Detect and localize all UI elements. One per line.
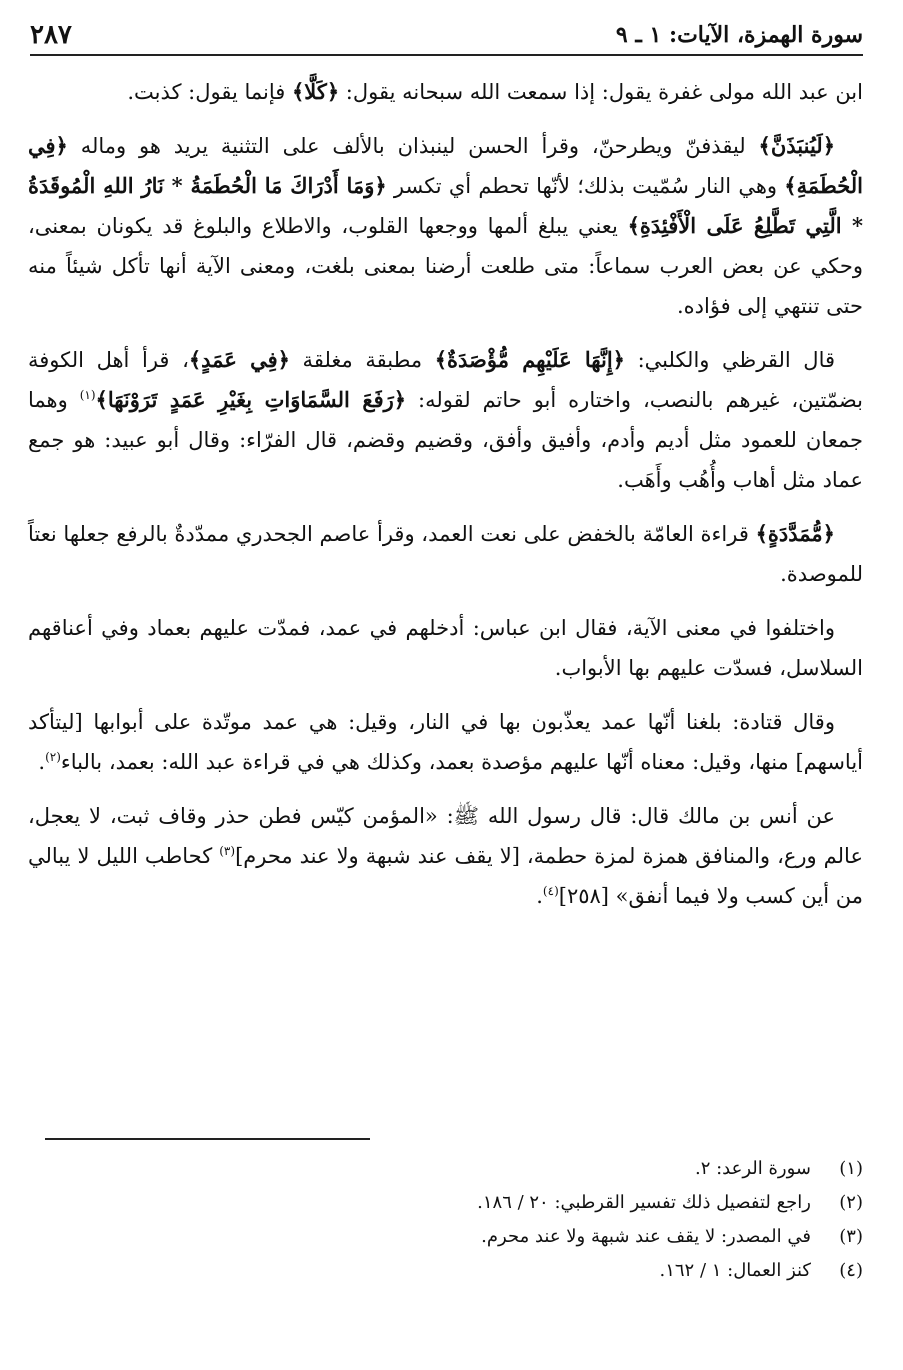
footnote-text: راجع لتفصيل ذلك تفسير القرطبي: ٢٠ / ١٨٦. [477,1192,811,1213]
footnote-text: سورة الرعد: ٢. [694,1158,811,1179]
text-segment: . [38,750,46,774]
footnote-number: (١) [839,1158,863,1179]
quran-quote: ﴿فِي الْحُطَمَةِ﴾ [28,133,863,198]
text-segment: . [536,884,543,908]
footnotes [40,1152,863,1288]
footnote-number: (٢) [839,1192,863,1213]
text-segment: فإنما يقول: كذبت. [127,80,292,104]
footnote-separator [45,1138,370,1140]
footnote [40,1186,863,1220]
footnote [40,1254,863,1288]
main-text [28,72,863,930]
footnote [40,1152,863,1186]
quran-quote: ﴿إِنَّهَا عَلَيْهِم مُّؤْصَدَةٌ﴾ [434,347,625,372]
paragraph [28,796,863,916]
footnote-text: كنز العمال: ١ / ١٦٢. [659,1260,811,1281]
text-segment: يعني يبلغ ألمها ووجعها القلوب، والاطلاع والبلوغ قد يكونان بمعنى، وحكي عن بعض العرب سماعاً: متى طلعت أرضنا بمعنى بلغت، ومعنى الآية أنها تأكل شيئاً منه حتى تنتهي إلى فؤاده. [28,214,863,318]
paragraph [28,126,863,326]
quran-quote: ﴿كَلَّا﴾ [291,79,340,104]
quran-quote: ﴿لَيُنبَذَنَّ﴾ [758,133,835,158]
footnote-ref: (٣) [219,844,236,858]
page-header [30,14,863,56]
quran-quote: ﴿وَمَا أَدْرَاكَ مَا الْحُطَمَةُ * نَارُ اللهِ الْمُوقَدَةُ * الَّتِي تَطَّلِعُ عَلَى الْأَفْئِدَةِ﴾ [28,173,863,238]
text-segment: وهي النار سُمّيت بذلك؛ لأنّها تحطم أي تكسر [386,174,785,198]
text-segment: ، قرأ أهل الكوفة بضمّتين، غيرهم بالنصب، واختاره أبو حاتم لقوله: [28,348,863,412]
paragraph [28,702,863,782]
text-segment: قال القرظي والكلبي: [624,348,836,372]
footnote-ref: (١) [79,388,96,402]
footnote [40,1220,863,1254]
text-segment: قراءة العامّة بالخفض على نعت العمد، وقرأ عاصم الجحدري ممدّدةٌ بالرفع جعلها نعتاً للموصدة. [28,522,863,586]
text-segment: وقال قتادة: بلغنا أنّها عمد يعذّبون بها في النار، وقيل: هي عمد موتّدة على أبوابها [ليتأكد أياسهم] منها، وقيل: معناه أنّها عليهم مؤصدة بعمد، وكذلك هي في قراءة عبد الله: بعمد، بالباء [28,710,863,774]
paragraph [28,608,863,688]
text-segment: ليقذفنّ ويطرحنّ، وقرأ الحسن لينبذان بالألف على التثنية يريد هو وماله [67,134,759,158]
page-number: ٢٨٧ [30,20,72,50]
text-segment: كحاطب الليل لا يبالي من أين كسب ولا فيما أنفق» [٢٥٨] [28,844,863,908]
quran-quote: ﴿مُّمَدَّدَةٍ﴾ [755,521,835,546]
footnote-ref: (٤) [542,884,559,898]
text-segment: عن أنس بن مالك قال: قال رسول الله ﷺ: «المؤمن كيّس فطن حذر وقاف ثبت، لا يعجل، عالم ورع، والمنافق همزة لمزة حطمة، [لا يقف عند شبهة ولا عند محرم] [28,804,863,868]
quran-quote: ﴿فِي عَمَدٍ﴾ [188,347,290,372]
paragraph [28,340,863,500]
text-segment: واختلفوا في معنى الآية، فقال ابن عباس: أدخلهم في عمد، فمدّت عليهم بعماد وفي أعناقهم السلاسل، فسدّت عليهم بها الأبواب. [28,616,863,680]
paragraph [28,514,863,594]
text-segment: وهما جمعان للعمود مثل أديم وأدم، وأفيق وأفق، وقضيم وقضم، قال الفرّاء: وقال أبو عبيد: هو جمع عماد مثل أهاب وأُهُب وأَهَب. [28,388,863,492]
running-title: سورة الهمزة، الآيات: ١ ـ ٩ [615,22,863,48]
footnote-number: (٤) [839,1260,863,1281]
quran-quote: ﴿رَفَعَ السَّمَاوَاتِ بِغَيْرِ عَمَدٍ تَرَوْنَهَا﴾ [95,387,407,412]
text-segment: ابن عبد الله مولى غفرة يقول: إذا سمعت الله سبحانه يقول: [339,80,863,104]
paragraph [28,72,863,112]
footnote-text: في المصدر: لا يقف عند شبهة ولا عند محرم. [481,1226,811,1247]
footnote-number: (٣) [839,1226,863,1247]
footnote-ref: (٢) [45,750,61,764]
text-segment: مطبقة مغلقة [289,348,435,372]
